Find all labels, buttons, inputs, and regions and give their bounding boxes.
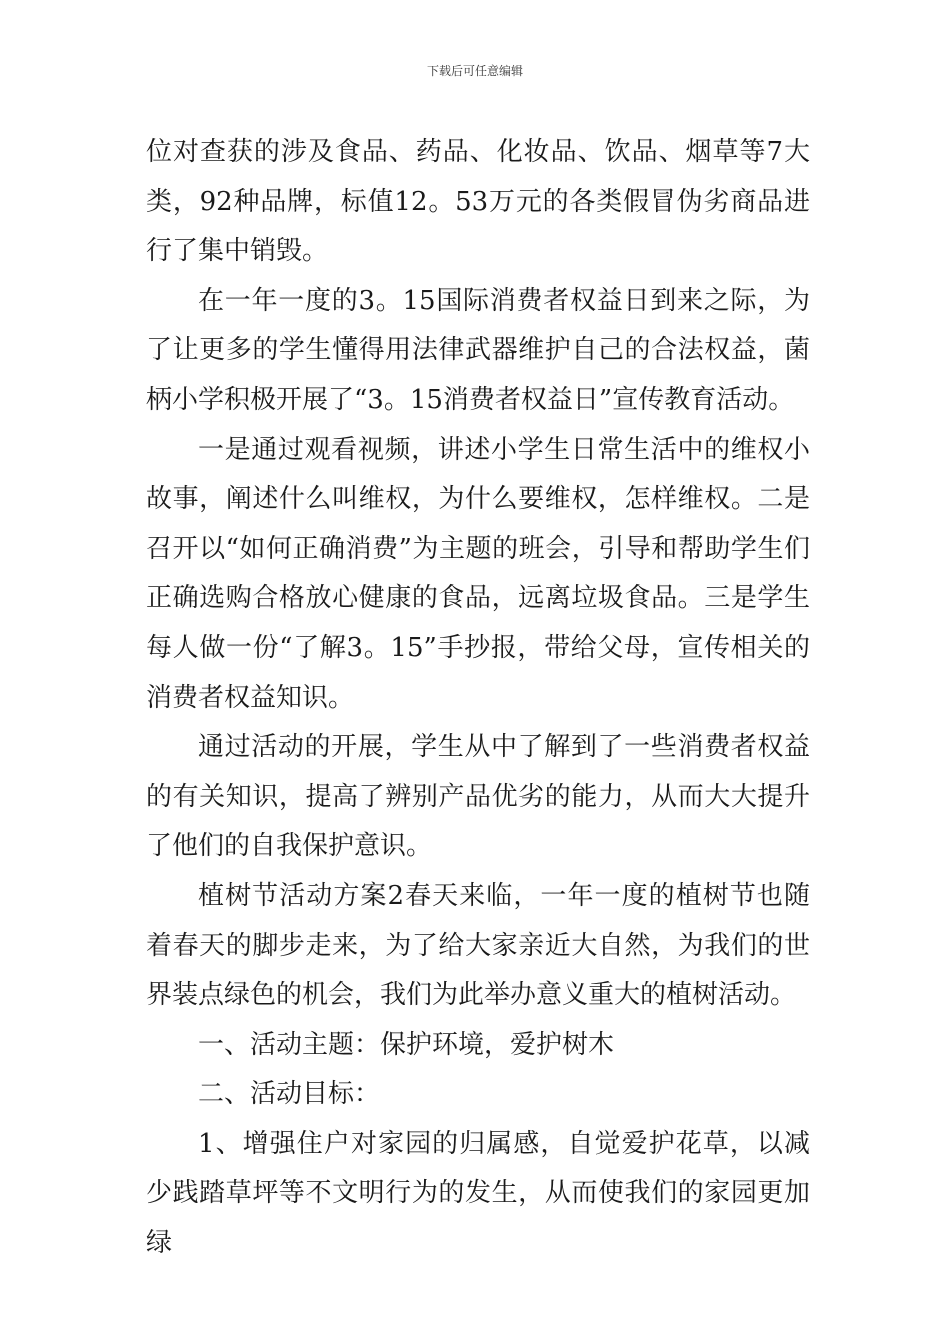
paragraph-activity-goals-heading: 二、活动目标： xyxy=(198,1079,381,1110)
paragraph-activity-results: 通过活动的开展，学生从中了解到了一些消费者权益的有关知识，提高了辨别产品优劣的能力，从而大大提升了他们的自我保护意识。 xyxy=(146,732,810,862)
paragraph-consumer-day-intro: 在一年一度的3。15国际消费者权益日到来之际，为了让更多的学生懂得用法律武器维护自己的合法权益，菌柄小学积极开展了“3。15消费者权益日”宣传教育活动。 xyxy=(146,285,810,415)
document-body xyxy=(146,128,810,1269)
paragraph-arbor-day-intro: 植树节活动方案2春天来临，一年一度的植树节也随着春天的脚步走来，为了给大家亲近大自然，为我们的世界装点绿色的机会，我们为此举办意义重大的植树活动。 xyxy=(146,880,810,1011)
paragraph-activity-details: 一是通过观看视频，讲述小学生日常生活中的维权小故事，阐述什么叫维权，为什么要维权，怎样维权。二是召开以“如何正确消费”为主题的班会，引导和帮助学生们正确选购合格放心健康的食品，远离垃圾食品。三是学生每人做一份“了解3。15”手抄报，带给父母，宣传相关的消费者权益知识。 xyxy=(146,434,810,713)
page-header-note: 下载后可任意编辑 xyxy=(426,64,523,78)
paragraph-goal-one: 1、增强住户对家园的归属感，自觉爱护花草，以减少践踏草坪等不文明行为的发生，从而使我们的家园更加绿 xyxy=(146,1128,810,1259)
paragraph-activity-theme: 一、活动主题：保护环境，爱护树木 xyxy=(198,1029,615,1060)
paragraph-destruction-summary: 位对查获的涉及食品、药品、化妆品、饮品、烟草等7大类，92种品牌，标值12。53万元的各类假冒伪劣商品进行了集中销毁。 xyxy=(146,137,810,267)
